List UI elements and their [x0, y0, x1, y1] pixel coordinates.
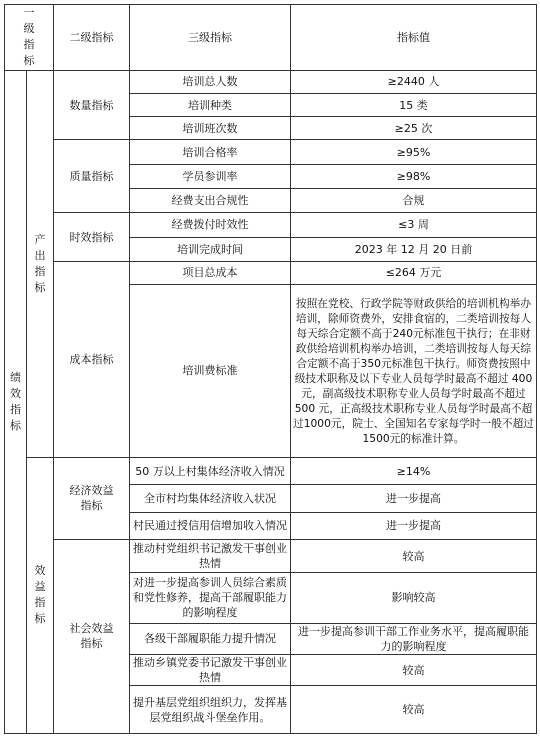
indicator-value: 合规	[291, 189, 537, 213]
indicator-value: 较高	[291, 686, 537, 734]
indicator-name: 培训合格率	[130, 140, 291, 164]
indicator-name: 项目总成本	[130, 261, 291, 284]
indicator-value: ≥95%	[291, 140, 537, 164]
table-row	[5, 261, 537, 284]
indicator-name: 50 万以上村集体经济收入情况	[130, 457, 291, 484]
indicator-name: 经费拨付时效性	[130, 213, 291, 237]
timeliness-label: 时效指标	[54, 213, 130, 262]
indicator-name: 培训完成时间	[130, 237, 291, 261]
header-level2: 二级指标	[54, 5, 130, 71]
indicator-name: 培训班次数	[130, 117, 291, 140]
social-label: 社会效益指标	[54, 539, 130, 733]
indicator-value: ≥25 次	[291, 117, 537, 140]
indicator-value: 较高	[291, 539, 537, 572]
quantity-label: 数量指标	[54, 70, 130, 140]
header-level1: 一级指标	[5, 5, 54, 71]
table-row	[5, 539, 537, 572]
indicator-value: 2023 年 12 月 20 日前	[291, 237, 537, 261]
quality-label: 质量指标	[54, 140, 130, 213]
indicator-name: 培训总人数	[130, 70, 291, 93]
indicator-value: 进一步提高	[291, 485, 537, 512]
benefit-label: 效益指标	[27, 457, 54, 733]
indicator-value: 进一步提高	[291, 512, 537, 539]
indicator-grid	[4, 4, 537, 734]
indicator-value: ≥2440 人	[291, 70, 537, 93]
training-fee-standard-text: 按照在党校、行政学院等财政供给的培训机构举办培训，除师资费外，安排食宿的，二类培训按每人每天综合定额不高于240元标准包干执行；在非财政供给培训机构举办培训，二类培训按每人每天综合定额不高于350元标准包干执行。师资费按照中级技术职称及以下专业人员每学时最高不超过 400 元，副高级技术职称专业人员每学时最高不超过 500 元，正高级技术职称专业人员每学时最高不超过1000元，院士、全国知名专家每学时一般不超过 1500元的标准计算。	[291, 285, 537, 458]
header-level3: 三级指标	[130, 5, 291, 71]
indicator-name: 提升基层党组织组织力，发挥基层党组织战斗堡垒作用。	[130, 686, 291, 734]
indicator-name: 培训种类	[130, 93, 291, 116]
economic-label: 经济效益指标	[54, 457, 130, 539]
output-label: 产出指标	[27, 70, 54, 457]
header-row	[5, 5, 537, 71]
indicator-name: 推动村党组织书记激发干事创业热情	[130, 539, 291, 572]
indicator-value: 较高	[291, 655, 537, 686]
table-row	[5, 213, 537, 237]
indicator-name: 经费支出合规性	[130, 189, 291, 213]
table-row	[5, 457, 537, 484]
indicator-value: ≥98%	[291, 164, 537, 188]
indicator-value: 影响较高	[291, 573, 537, 624]
table-row	[5, 140, 537, 164]
cost-label: 成本指标	[54, 261, 130, 457]
indicator-name: 各级干部履职能力提升情况	[130, 623, 291, 654]
indicator-value: ≥14%	[291, 457, 537, 484]
indicator-name: 培训费标准	[130, 285, 291, 458]
header-value: 指标值	[291, 5, 537, 71]
indicator-value: ≤264 万元	[291, 261, 537, 284]
level1-label: 绩效指标	[5, 70, 27, 733]
indicator-name: 对进一步提高参训人员综合素质和党性修养，提高干部履职能力的影响程度	[130, 573, 291, 624]
indicator-value: ≤3 周	[291, 213, 537, 237]
indicator-name: 全市村均集体经济收入状况	[130, 485, 291, 512]
indicator-name: 村民通过授信用信增加收入情况	[130, 512, 291, 539]
indicator-value: 进一步提高参训干部工作业务水平，提高履职能力的影响程度	[291, 623, 537, 654]
indicator-name: 学员参训率	[130, 164, 291, 188]
indicator-name: 推动乡镇党委书记激发干事创业热情	[130, 655, 291, 686]
indicator-value: 15 类	[291, 93, 537, 116]
table-row	[5, 70, 537, 93]
